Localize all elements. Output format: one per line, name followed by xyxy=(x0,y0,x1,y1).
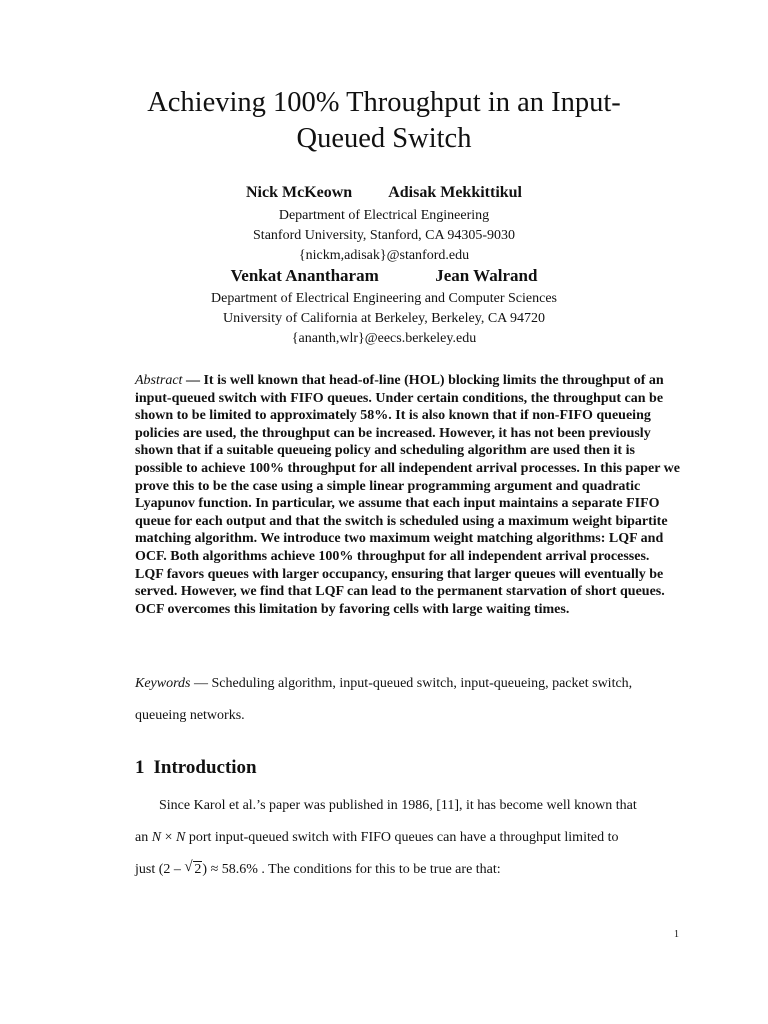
sqrt-symbol: √ 2 xyxy=(184,859,202,877)
page-number: 1 xyxy=(674,929,679,940)
title-line-1: Achieving 100% Throughput in an Input- xyxy=(147,87,621,118)
math-expr-close: ) ≈ 58.6% xyxy=(202,862,258,877)
author-name: Nick McKeown xyxy=(245,184,353,201)
author-row-2 xyxy=(0,266,768,286)
abstract-text: It is well known that head-of-line (HOL) blocking limits the throughput of an input-queued switch with FIFO queues. Under certain conditions, the throughput can be shown to be limited to approximately 58%. It is also known that if non-FIFO queueing policies are used, the throughput can be increased. However, it has not been previously shown that if a suitable queueing policy and scheduling algorithm are used then it is possible to achieve 100% throughput for all independent arrival processes. In this paper we prove this to be the case using a simple linear programming argument and quadratic Lyapunov function. In particular, we assume that each input maintains a separate FIFO queue for each output and that the switch is scheduled using a maximum weight bipartite matching algorithm. We introduce two maximum weight matching algorithms: LQF and OCF. Both algorithms achieve 100% throughput for all independent arrival processes. LQF favors queues with larger occupancy, ensuring that larger queues will eventually be served. However, we find that LQF can lead to the permanent starvation of short queues. OCF overcomes this limitation by favoring cells with large waiting times. xyxy=(135,373,681,617)
intro-line-2 xyxy=(135,822,683,854)
section-heading xyxy=(135,757,257,779)
intro-text: just xyxy=(135,862,159,877)
institution: University of California at Berkeley, Berkeley, CA 94720 xyxy=(222,311,546,326)
keywords-dash: — xyxy=(190,676,212,691)
author-name: Adisak Mekkittikul xyxy=(388,184,522,201)
email: {nickm,adisak}@stanford.edu xyxy=(298,248,470,263)
math-expr-open: (2 – xyxy=(158,862,185,877)
department: Department of Electrical Engineering and Computer Sciences xyxy=(211,291,557,306)
author-name: Venkat Anantharam xyxy=(230,266,379,285)
keywords-label: Keywords xyxy=(135,676,191,691)
sqrt-argument: 2 xyxy=(194,862,202,877)
intro-text: an xyxy=(135,830,152,845)
author-row-1 xyxy=(0,184,768,202)
math-n: N xyxy=(151,830,162,845)
affiliation-1 xyxy=(0,206,768,266)
math-n: N xyxy=(175,830,186,845)
math-times: × xyxy=(161,830,176,845)
intro-line-3 xyxy=(135,854,683,886)
email: {ananth,wlr}@eecs.berkeley.edu xyxy=(291,331,477,346)
institution: Stanford University, Stanford, CA 94305-9030 xyxy=(253,228,515,243)
abstract-dash: — xyxy=(182,373,204,388)
section-title: Introduction xyxy=(153,757,257,778)
intro-text: . The conditions for this to be true are that: xyxy=(257,862,501,877)
abstract xyxy=(135,372,680,618)
affiliation-2 xyxy=(0,289,768,349)
department: Department of Electrical Engineering xyxy=(278,208,490,223)
paper-title xyxy=(0,85,768,157)
intro-line-1: Since Karol et al.’s paper was published in 1986, [11], it has become well known that xyxy=(159,798,637,813)
section-number: 1 xyxy=(135,757,145,778)
keywords-text: Scheduling algorithm, input-queued switch, input-queueing, packet switch, queueing networks. xyxy=(135,676,633,723)
title-line-2: Queued Switch xyxy=(296,123,472,154)
abstract-label: Abstract xyxy=(135,373,183,388)
intro-paragraph xyxy=(135,790,683,886)
keywords xyxy=(135,668,683,732)
author-name: Jean Walrand xyxy=(435,266,538,285)
intro-text: port input-queued switch with FIFO queues can have a throughput limited to xyxy=(185,830,619,845)
